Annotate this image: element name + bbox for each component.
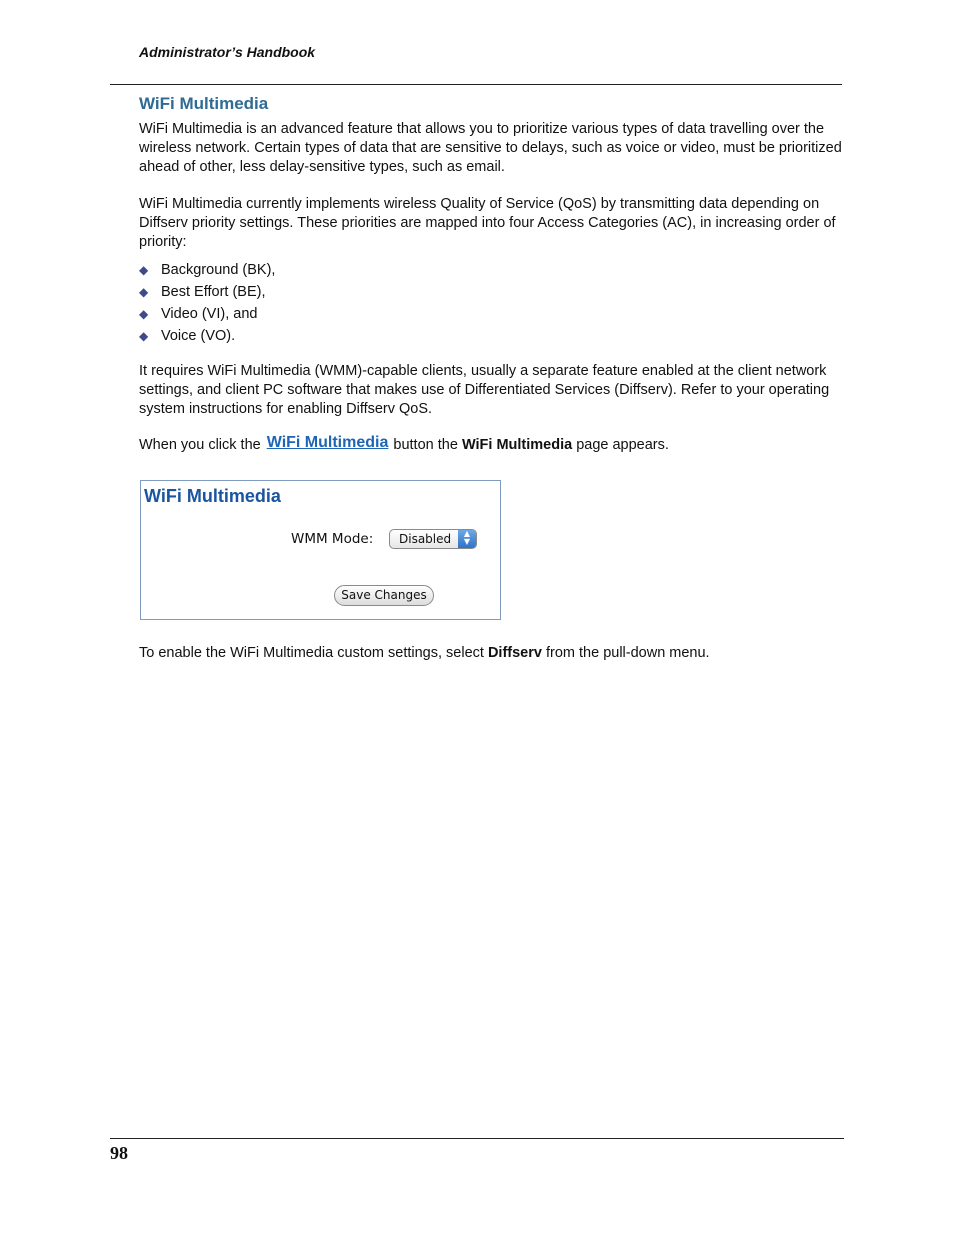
page-name: WiFi Multimedia [461,437,573,453]
list-item [139,303,275,325]
wmm-mode-select[interactable] [389,529,477,549]
list-item [139,259,275,281]
wmm-mode-value: Disabled [399,532,452,546]
running-header: Administrator’s Handbook [139,44,316,60]
qos-paragraph: WiFi Multimedia currently implements wireless Quality of Service (QoS) by transmitting data depending on Diffserv priority settings. These priorities are mapped into four Access Categories (AC), in increasing order of priority: [139,196,836,250]
diamond-bullet-icon: ◆ [139,306,149,321]
closing-text-post: from the pull-down menu. [541,645,710,661]
closing-paragraph [139,644,710,663]
wifi-multimedia-panel [140,480,501,620]
diamond-bullet-icon: ◆ [139,284,149,299]
header-rule [110,84,842,85]
closing-text-pre: To enable the WiFi Multimedia custom settings, select [139,645,488,661]
wifi-multimedia-link-button[interactable]: WiFi Multimedia [266,434,389,451]
panel-title: WiFi Multimedia [144,486,281,506]
list-item-label: Video (VI), and [161,305,258,322]
save-changes-button[interactable]: Save Changes [334,585,434,606]
diamond-bullet-icon: ◆ [139,262,149,277]
access-category-list [139,259,275,347]
instruction-text-pre: When you click the [139,437,265,453]
list-item [139,325,275,347]
instruction-line [139,434,669,456]
diffserv-option: Diffserv [487,645,542,661]
list-item-label: Background (BK), [161,261,276,278]
list-item-label: Voice (VO). [161,327,236,344]
intro-paragraph: WiFi Multimedia is an advanced feature that allows you to prioritize various types of data travelling over the wireless network. Certain types of data that are sensitive to delays, such as voice or video, must be prioritized ahead of other, less delay-sensitive types, such as email. [139,121,842,175]
list-item [139,281,275,303]
instruction-text-mid: button the [389,437,462,453]
page-number: 98 [110,1143,128,1163]
wmm-mode-label: WMM Mode: [291,531,374,547]
instruction-text-post: page appears. [572,437,669,453]
select-arrows-icon: ▲ ▼ [458,530,476,548]
diamond-bullet-icon: ◆ [139,328,149,343]
requirements-paragraph: It requires WiFi Multimedia (WMM)-capable clients, usually a separate feature enabled at the client network settings, and client PC software that makes use of Differentiated Services (Diffserv). Refer to your operating system instructions for enabling Diffserv QoS. [139,363,830,417]
list-item-label: Best Effort (BE), [161,283,266,300]
footer-rule [110,1138,844,1139]
section-heading: WiFi Multimedia [139,94,269,113]
